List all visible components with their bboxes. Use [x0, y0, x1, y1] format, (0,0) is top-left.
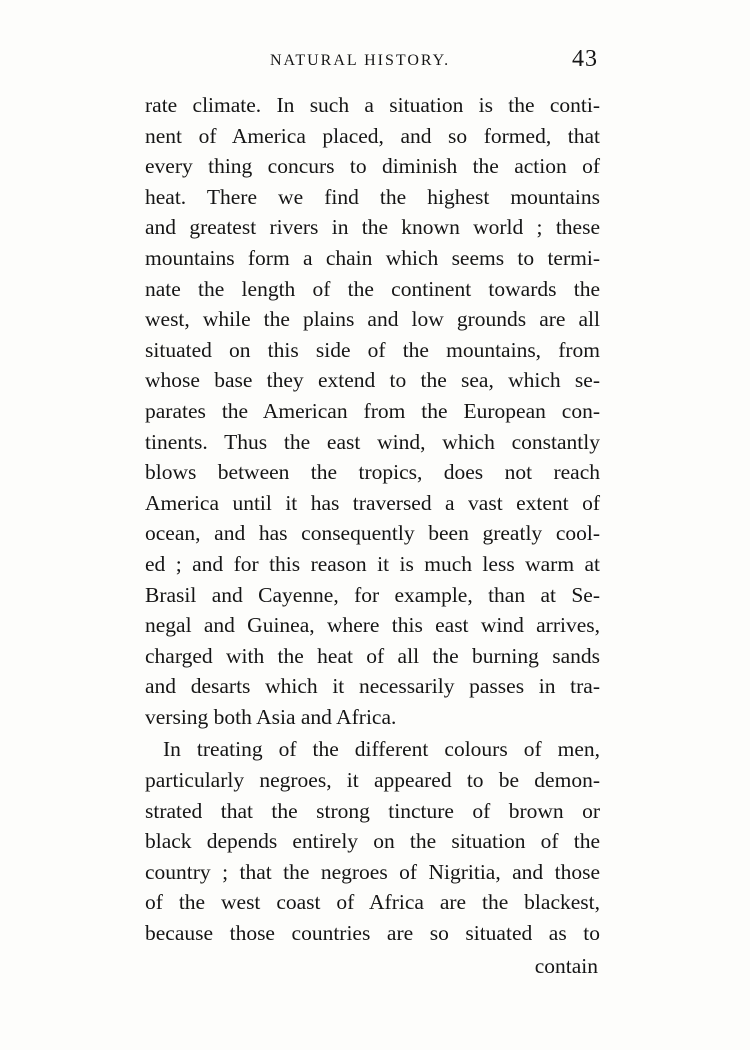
text-line: and greatest rivers in the known world ; these	[145, 215, 600, 240]
text-line: negal and Guinea, where this east wind arrives,	[145, 613, 600, 638]
text-line: whose base they extend to the sea, which se-	[145, 368, 600, 393]
text-line: black depends entirely on the situation of the	[145, 829, 600, 854]
page-number: 43	[572, 46, 598, 72]
text-line: and desarts which it necessarily passes in tra-	[145, 674, 600, 699]
text-line: In treating of the different colours of men,	[163, 737, 600, 762]
text-line: Brasil and Cayenne, for example, than at Se-	[145, 582, 600, 607]
text-line: nate the length of the continent towards the	[145, 276, 600, 301]
catchword: contain	[534, 953, 598, 978]
body-text	[145, 90, 600, 981]
text-line: west, while the plains and low grounds are all	[145, 307, 600, 332]
running-head	[145, 48, 600, 78]
text-line: ed ; and for this reason it is much less warm at	[145, 551, 600, 576]
text-line: versing both Asia and Africa.	[145, 704, 397, 729]
paragraph	[145, 90, 600, 732]
text-line: mountains form a chain which seems to termi-	[145, 245, 600, 270]
text-line: nent of America placed, and so formed, that	[145, 123, 600, 148]
running-title: NATURAL HISTORY.	[270, 52, 451, 69]
text-line: particularly negroes, it appeared to be demon-	[145, 768, 600, 793]
text-line: ocean, and has consequently been greatly cool-	[145, 521, 600, 546]
text-line: because those countries are so situated as to	[145, 921, 600, 946]
paragraph	[145, 734, 600, 948]
text-line: parates the American from the European con-	[145, 398, 600, 423]
text-line: rate climate. In such a situation is the conti-	[145, 93, 600, 117]
text-line: every thing concurs to diminish the action of	[145, 154, 600, 179]
text-line: America until it has traversed a vast extent of	[145, 490, 600, 515]
text-line: heat. There we find the highest mountains	[145, 184, 600, 209]
text-line: of the west coast of Africa are the blackest,	[145, 890, 600, 915]
text-line: charged with the heat of all the burning sands	[145, 643, 600, 668]
text-line: situated on this side of the mountains, from	[145, 337, 600, 362]
text-line: blows between the tropics, does not reach	[145, 460, 600, 485]
text-line: strated that the strong tincture of brown or	[145, 798, 600, 823]
text-line: tinents. Thus the east wind, which constantly	[145, 429, 600, 454]
text-line: country ; that the negroes of Nigritia, and those	[145, 859, 600, 884]
